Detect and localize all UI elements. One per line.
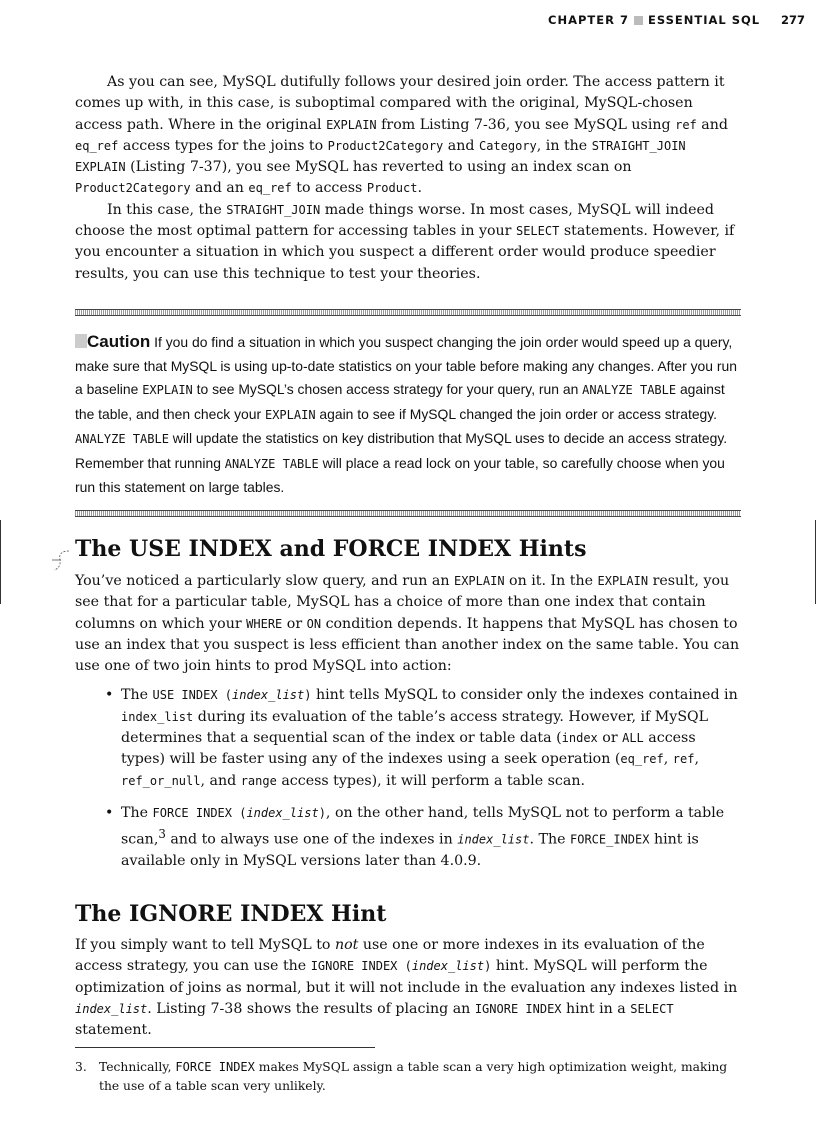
inline-code: Category	[478, 138, 537, 153]
inline-code: ON	[306, 616, 322, 631]
inline-code: STRAIGHT_JOIN	[226, 202, 321, 217]
inline-code: FORCE_INDEX	[570, 833, 650, 847]
inline-code: EXPLAIN	[453, 574, 505, 588]
section-body	[75, 935, 741, 1041]
inline-code: ref	[675, 117, 697, 132]
inline-code: ALL	[622, 731, 644, 746]
inline-code: WHERE	[246, 616, 283, 631]
running-header	[0, 13, 816, 33]
inline-code: FORCE INDEX	[175, 1060, 255, 1074]
section-heading: The IGNORE INDEX Hint	[75, 901, 387, 927]
margin-line-left	[0, 520, 1, 604]
inline-code: index_list	[75, 1001, 148, 1016]
paragraph: If you simply want to tell MySQL to not use one or more indexes in its evaluation of the access strategy, you can use the IGNORE INDEX (index_list) hint. MySQL will perform the optimization of joins as normal, but it will not include in the evaluation any indexes listed in index_list. Listing 7-38 shows the results of placing an IGNORE INDEX hint in a SELECT statement.	[75, 937, 738, 1039]
footnote	[75, 1058, 741, 1096]
inline-code: index_list	[232, 688, 305, 703]
inline-code: EXPLAIN	[597, 574, 649, 588]
caution-body: If you do find a situation in which you suspect changing the join order would speed up a query, make sure that MySQL is using up-to-date statistics on your table before making any changes. After you run a baseline EXPLAIN to see MySQL’s chosen access strategy for your query, run an ANALYZE TABLE against the table, and then check your EXPLAIN again to see if MySQL changed the join order or access strategy. ANALYZE TABLE will update the statistics on key distribution that MySQL uses to decide an access strategy. Remember that running ANALYZE TABLE will place a read lock on your table, so carefully choose when you run this statement on large tables.	[75, 334, 737, 495]
footnote-ref: 3	[158, 827, 166, 842]
header-separator-icon	[634, 16, 643, 25]
caution-marker-icon	[75, 334, 87, 348]
inline-code: )	[484, 959, 492, 974]
caution-label: Caution	[87, 332, 151, 351]
inline-code: SELECT	[515, 224, 560, 239]
page-number: 277	[781, 13, 806, 27]
inline-code: index_list	[121, 709, 194, 724]
paragraph: In this case, the STRAIGHT_JOIN made things worse. In most cases, MySQL will indeed choose the most optimal pattern for accessing tables in your SELECT statements. However, if you encounter a situation in which you suspect a different order would produce speedier results, you can use this technique to test your theories.	[75, 201, 735, 282]
list-item: • The USE INDEX (index_list) hint tells MySQL to consider only the indexes contained in index_list during its evaluation of the table’s access strategy. However, if MySQL determines that a sequential scan of the index or table data (index or ALL access types) will be faster using any of the indexes using a seek operation (eq_ref, ref, ref_or_null, and range access types), it will perform a table scan.	[121, 685, 741, 791]
divider	[75, 309, 741, 316]
margin-hook-icon	[52, 548, 70, 572]
paragraph: You’ve noticed a particularly slow query, and run an EXPLAIN on it. In the EXPLAIN result, you see that for a particular table, MySQL has a choice of more than one index that contain columns on which your WHERE or ON condition depends. It happens that MySQL has chosen to use an index that you suspect is less efficient than another index on the same table. You can use one of two join hints to prod MySQL into action:	[75, 573, 740, 675]
inline-code: Product2Category	[75, 181, 191, 196]
inline-code: range	[240, 773, 277, 788]
inline-code: ref_or_null	[121, 773, 201, 788]
inline-code: ANALYZE TABLE	[582, 383, 677, 397]
inline-code: )	[318, 805, 326, 820]
inline-code: EXPLAIN	[326, 117, 377, 132]
caution-text	[75, 316, 741, 510]
inline-code: Product	[366, 181, 418, 196]
footnote-text: Technically, FORCE INDEX makes MySQL assign a table scan a very high optimization weight, making the use of a table scan very unlikely.	[99, 1060, 728, 1093]
inline-code: index_list	[411, 959, 485, 974]
caution-box	[75, 309, 741, 517]
footnote-number: 3.	[75, 1060, 87, 1074]
section-body	[75, 571, 741, 884]
inline-code: index_list	[246, 805, 319, 820]
paragraph: As you can see, MySQL dutifully follows your desired join order. The access pattern it comes up with, in this case, is suboptimal compared with the original, MySQL-chosen access path. Where in the original EXPLAIN from Listing 7-36, you see MySQL using ref and eq_ref access types for the joins to Product2Category and Category, in the STRAIGHT_JOIN EXPLAIN (Listing 7-37), you see MySQL has reverted to using an index scan on Product2Category and an eq_ref to access Product.	[75, 74, 728, 197]
footnote-rule	[75, 1047, 375, 1048]
inline-code: )	[304, 688, 312, 703]
inline-code: IGNORE INDEX	[474, 1001, 562, 1016]
inline-code: EXPLAIN	[142, 383, 193, 397]
inline-code: ANALYZE TABLE	[75, 432, 169, 446]
inline-code: STRAIGHT_JOIN EXPLAIN	[75, 138, 686, 175]
inline-code: FORCE INDEX (	[152, 805, 247, 820]
bullet-list	[75, 685, 741, 872]
inline-code: eq_ref	[620, 752, 664, 767]
inline-code: index_list	[457, 833, 530, 847]
inline-code: index	[561, 731, 598, 746]
divider	[75, 510, 741, 517]
inline-code: IGNORE INDEX (	[310, 959, 412, 974]
inline-code: ANALYZE TABLE	[224, 456, 319, 471]
emphasis: not	[334, 937, 359, 953]
inline-code: USE INDEX (	[152, 688, 232, 703]
inline-code: Product2Category	[327, 138, 444, 153]
inline-code: SELECT	[630, 1001, 674, 1016]
inline-code: ref	[672, 752, 695, 767]
chapter-title: CHAPTER 7 ESSENTIAL SQL	[548, 13, 761, 27]
intro-text	[75, 72, 741, 285]
inline-code: eq_ref	[75, 138, 119, 153]
list-item: • The FORCE INDEX (index_list), on the other hand, tells MySQL not to perform a table scan,$^3$ and to always use one of the indexes in index_list. The FORCE_INDEX hint is available only in MySQL versions later than 4.0.9.	[121, 803, 741, 873]
inline-code: EXPLAIN	[264, 407, 316, 422]
inline-code: eq_ref	[248, 181, 292, 196]
section-heading: The USE INDEX and FORCE INDEX Hints	[75, 536, 587, 562]
